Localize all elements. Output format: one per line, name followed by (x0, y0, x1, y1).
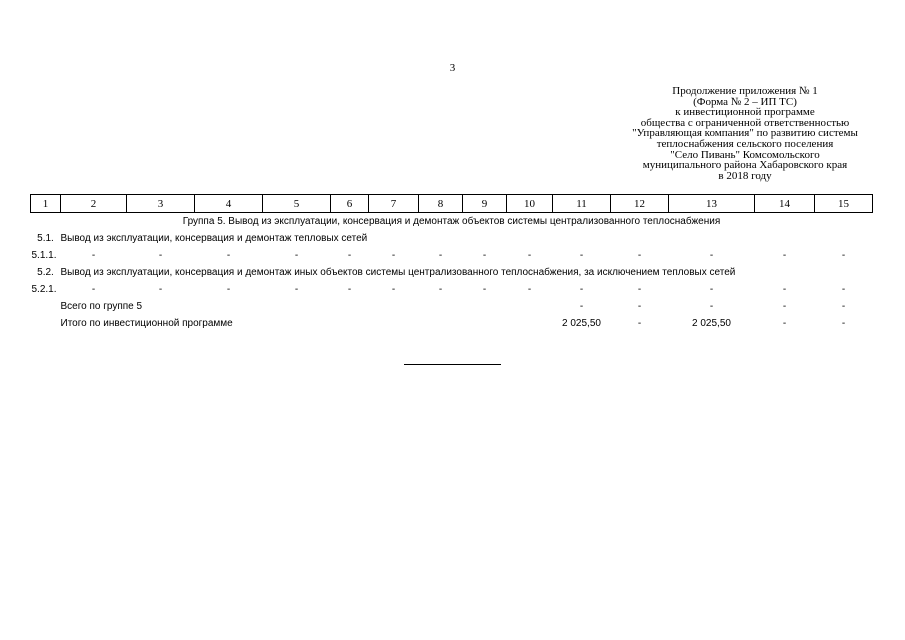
header-line: "Управляющая компания" по развитию системы (632, 127, 858, 140)
header-line: к инвестиционной программе (675, 106, 815, 119)
table-cell: - (226, 284, 231, 295)
table-cell: - (841, 318, 846, 329)
column-number: 5 (263, 195, 331, 213)
header-line: теплоснабжения сельского поселения (656, 137, 834, 150)
column-numbers-row (31, 195, 873, 213)
column-number: 1 (31, 195, 61, 213)
table-cell: - (347, 284, 352, 295)
row-code: 5.1.1. (31, 250, 57, 261)
header-line: (Форма № 2 – ИП ТС) (693, 95, 797, 108)
table-cell: - (782, 284, 787, 295)
table-row (31, 247, 873, 264)
row-code: 5.2.1. (31, 284, 57, 295)
column-number: 12 (611, 195, 669, 213)
column-number: 14 (755, 195, 815, 213)
table-cell: - (91, 250, 96, 261)
table-cell: - (782, 318, 787, 329)
table-cell: - (709, 250, 714, 261)
column-number: 6 (331, 195, 369, 213)
table-cell: - (391, 250, 396, 261)
page-number: 3 (449, 62, 456, 74)
column-number: 4 (195, 195, 263, 213)
table-cell: - (637, 250, 642, 261)
column-number: 7 (369, 195, 419, 213)
table-cell: - (527, 284, 532, 295)
table-cell: - (438, 284, 443, 295)
column-number: 13 (669, 195, 755, 213)
table-cell: - (709, 284, 714, 295)
table-cell: - (91, 284, 96, 295)
column-number: 11 (553, 195, 611, 213)
table-cell: - (438, 250, 443, 261)
section-row (31, 264, 873, 281)
table-cell: - (482, 250, 487, 261)
total-program-label: Итого по инвестиционной программе (60, 318, 233, 329)
column-number: 15 (815, 195, 873, 213)
column-number: 9 (463, 195, 507, 213)
table-cell: - (709, 301, 714, 312)
total-group-label: Всего по группе 5 (60, 301, 143, 312)
table-cell: - (782, 301, 787, 312)
table-cell: - (579, 301, 584, 312)
group-title-row (31, 213, 873, 231)
header-line: Продолжение приложения № 1 (672, 85, 818, 97)
table-cell: - (527, 250, 532, 261)
footer-divider (404, 364, 501, 365)
table-cell: - (158, 284, 163, 295)
table-cell: - (637, 284, 642, 295)
table-cell: - (841, 250, 846, 261)
table-cell: - (482, 284, 487, 295)
table-row (31, 281, 873, 298)
table-cell: - (841, 301, 846, 312)
section-row (31, 230, 873, 247)
table-cell: - (158, 250, 163, 261)
section-title: Вывод из эксплуатации, консервация и демонтаж тепловых сетей (60, 233, 368, 244)
header-line: в 2018 году (718, 169, 772, 182)
total-program-row (31, 315, 873, 332)
table-cell: - (347, 250, 352, 261)
table-cell: 2 025,50 (692, 318, 731, 329)
section-code: 5.1. (37, 233, 54, 244)
column-number: 3 (127, 195, 195, 213)
header-line: общества с ограниченной ответственностью (640, 116, 850, 129)
column-number: 10 (507, 195, 553, 213)
table-cell: - (294, 250, 299, 261)
table-cell: - (782, 250, 787, 261)
appendix-header (600, 86, 890, 181)
table-cell: 2 025,50 (562, 318, 601, 329)
header-line: "Село Пивань" Комсомольского (670, 148, 820, 161)
total-group-row (31, 298, 873, 315)
column-number: 2 (61, 195, 127, 213)
table-cell: - (226, 250, 231, 261)
table-cell: - (391, 284, 396, 295)
section-title: Вывод из эксплуатации, консервация и демонтаж иных объектов системы централизованного теплоснабжения, за исключением тепловых сетей (60, 267, 736, 278)
table-cell: - (294, 284, 299, 295)
header-line: муниципального района Хабаровского края (642, 159, 848, 172)
table-cell: - (579, 250, 584, 261)
table-cell: - (579, 284, 584, 295)
column-number: 8 (419, 195, 463, 213)
investment-table (30, 194, 873, 332)
table-cell: - (637, 318, 642, 329)
group-title: Группа 5. Вывод из эксплуатации, консервация и демонтаж объектов системы централизованного теплоснабжения (182, 216, 721, 227)
table-cell: - (637, 301, 642, 312)
table-cell: - (841, 284, 846, 295)
section-code: 5.2. (37, 267, 54, 278)
